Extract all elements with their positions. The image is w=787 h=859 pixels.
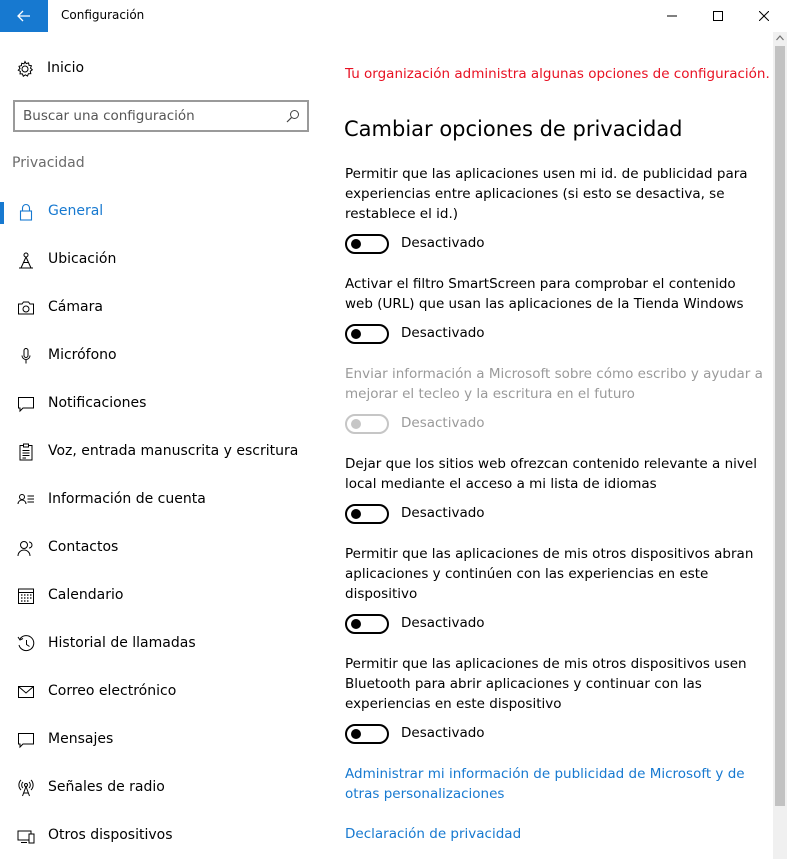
sidebar-item-label: Otros dispositivos [48, 827, 173, 843]
setting-description-line: experiencias en este dispositivo [345, 696, 562, 712]
setting-description-line: local mediante el acceso a mi lista de idiomas [345, 476, 657, 492]
toggle-state-label: Desactivado [401, 415, 485, 431]
notification-icon [17, 395, 35, 413]
clipboard-icon [17, 443, 35, 461]
sidebar-item-label: Contactos [48, 539, 119, 555]
close-icon [759, 11, 769, 21]
sidebar-item-historial-llamadas[interactable] [0, 620, 330, 668]
privacy-nav-list [0, 188, 330, 859]
sidebar-item-label: Micrófono [48, 347, 117, 363]
title-bar [0, 0, 787, 32]
sidebar-item-otros-dispositivos[interactable] [0, 812, 330, 859]
manage-ads-link-line: Administrar mi información de publicidad de Microsoft y de [345, 766, 745, 782]
sidebar-item-ubicacion[interactable] [0, 236, 330, 284]
sidebar-item-label: Ubicación [48, 251, 117, 267]
sidebar-item-correo[interactable] [0, 668, 330, 716]
search-icon[interactable] [286, 109, 300, 123]
search-input[interactable] [23, 107, 273, 125]
setting-description [345, 544, 765, 604]
sidebar-item-label: Notificaciones [48, 395, 147, 411]
toggle-state-label: Desactivado [401, 325, 485, 341]
sidebar-item-label: General [48, 203, 104, 219]
sidebar-item-contactos[interactable] [0, 524, 330, 572]
setting-description-line: Activar el filtro SmartScreen para comprobar el contenido [345, 276, 736, 292]
nav-home-label: Inicio [47, 60, 85, 76]
search-box[interactable] [13, 100, 309, 132]
language-list-toggle[interactable] [345, 504, 389, 524]
window-title: Configuración [61, 8, 145, 22]
setting-smartscreen [345, 274, 765, 346]
calendar-icon [17, 587, 35, 605]
setting-other-devices-open [345, 544, 765, 636]
sidebar-item-senales-radio[interactable] [0, 764, 330, 812]
sidebar-item-label: Información de cuenta [48, 491, 206, 507]
sidebar-item-general[interactable] [0, 188, 330, 236]
gear-icon [16, 60, 34, 78]
toggle-state-label: Desactivado [401, 505, 485, 521]
sidebar-item-label: Calendario [48, 587, 124, 603]
call-history-icon [17, 635, 35, 653]
other-devices-bluetooth-toggle[interactable] [345, 724, 389, 744]
lock-icon [17, 203, 35, 221]
location-icon [17, 251, 35, 269]
setting-language-list [345, 454, 765, 526]
setting-description-line: Bluetooth para abrir aplicaciones y continuar con las [345, 676, 702, 692]
toggle-state-label: Desactivado [401, 725, 485, 741]
advertising-id-toggle[interactable] [345, 234, 389, 254]
sidebar-item-label: Correo electrónico [48, 683, 177, 699]
setting-description-line: web (URL) que usan las aplicaciones de la Tienda Windows [345, 296, 744, 312]
maximize-icon [713, 11, 723, 21]
setting-description-line: Permitir que las aplicaciones de mis otros dispositivos usen [345, 656, 747, 672]
toggle-knob [351, 619, 361, 629]
sidebar-item-microfono[interactable] [0, 332, 330, 380]
sidebar-item-label: Cámara [48, 299, 103, 315]
section-label: Privacidad [12, 155, 85, 171]
close-button[interactable] [741, 0, 787, 32]
sidebar-item-calendario[interactable] [0, 572, 330, 620]
toggle-row [345, 414, 765, 436]
toggle-row [345, 324, 765, 346]
setting-description [345, 454, 765, 494]
scrollbar-thumb[interactable] [775, 46, 785, 806]
manage-ads-link[interactable] [345, 764, 765, 804]
setting-description-line: Permitir que las aplicaciones usen mi id. de publicidad para [345, 166, 748, 182]
devices-icon [17, 827, 35, 845]
setting-description-line: mejorar el tecleo y la escritura en el futuro [345, 386, 635, 402]
message-icon [17, 731, 35, 749]
setting-description-line: Dejar que los sitios web ofrezcan contenido relevante a nivel [345, 456, 757, 472]
contacts-icon [17, 539, 35, 557]
setting-advertising-id [345, 164, 765, 256]
sidebar-item-label: Historial de llamadas [48, 635, 196, 651]
sidebar-item-mensajes[interactable] [0, 716, 330, 764]
setting-description-line: restablece el id.) [345, 206, 459, 222]
toggle-knob [351, 239, 361, 249]
sidebar-item-label: Voz, entrada manuscrita y escritura [48, 443, 299, 459]
setting-description [345, 654, 765, 714]
setting-typing-info [345, 364, 765, 436]
setting-description-line: Permitir que las aplicaciones de mis otros dispositivos abran [345, 546, 754, 562]
setting-description [345, 364, 765, 404]
setting-description-line: experiencias entre aplicaciones (si esto se desactiva, se [345, 186, 725, 202]
radio-icon [17, 779, 35, 797]
toggle-knob [351, 329, 361, 339]
page-title: Cambiar opciones de privacidad [344, 117, 683, 141]
toggle-knob [351, 419, 361, 429]
active-indicator [0, 202, 4, 224]
mail-icon [17, 683, 35, 701]
sidebar-item-notificaciones[interactable] [0, 380, 330, 428]
organization-notice: Tu organización administra algunas opciones de configuración. [345, 66, 770, 82]
toggle-state-label: Desactivado [401, 235, 485, 251]
minimize-button[interactable] [649, 0, 695, 32]
toggle-row [345, 504, 765, 526]
toggle-state-label: Desactivado [401, 615, 485, 631]
sidebar-item-label: Mensajes [48, 731, 114, 747]
minimize-icon [667, 11, 677, 21]
setting-description [345, 164, 765, 224]
setting-description-line: Enviar información a Microsoft sobre cómo escribo y ayudar a [345, 366, 763, 382]
typing-info-toggle [345, 414, 389, 434]
toggle-row [345, 614, 765, 636]
privacy-statement-link[interactable]: Declaración de privacidad [345, 826, 522, 842]
sidebar-item-informacion-cuenta[interactable] [0, 476, 330, 524]
smartscreen-toggle[interactable] [345, 324, 389, 344]
sidebar-item-label: Señales de radio [48, 779, 165, 795]
toggle-knob [351, 729, 361, 739]
other-devices-open-toggle[interactable] [345, 614, 389, 634]
setting-other-devices-bluetooth [345, 654, 765, 746]
account-info-icon [17, 491, 35, 509]
toggle-row [345, 234, 765, 256]
camera-icon [17, 299, 35, 317]
microphone-icon [17, 347, 35, 365]
toggle-row [345, 724, 765, 746]
back-button[interactable] [0, 0, 48, 32]
toggle-knob [351, 509, 361, 519]
manage-ads-link-line: otras personalizaciones [345, 786, 505, 802]
setting-description-line: aplicaciones y continúen con las experiencias en este [345, 566, 709, 582]
sidebar-item-camara[interactable] [0, 284, 330, 332]
setting-description-line: dispositivo [345, 586, 418, 602]
sidebar-item-voz[interactable] [0, 428, 330, 476]
maximize-button[interactable] [695, 0, 741, 32]
setting-description [345, 274, 765, 314]
back-arrow-icon [17, 10, 31, 22]
nav-home[interactable] [0, 52, 330, 86]
scroll-up-arrow-icon[interactable] [776, 34, 784, 42]
